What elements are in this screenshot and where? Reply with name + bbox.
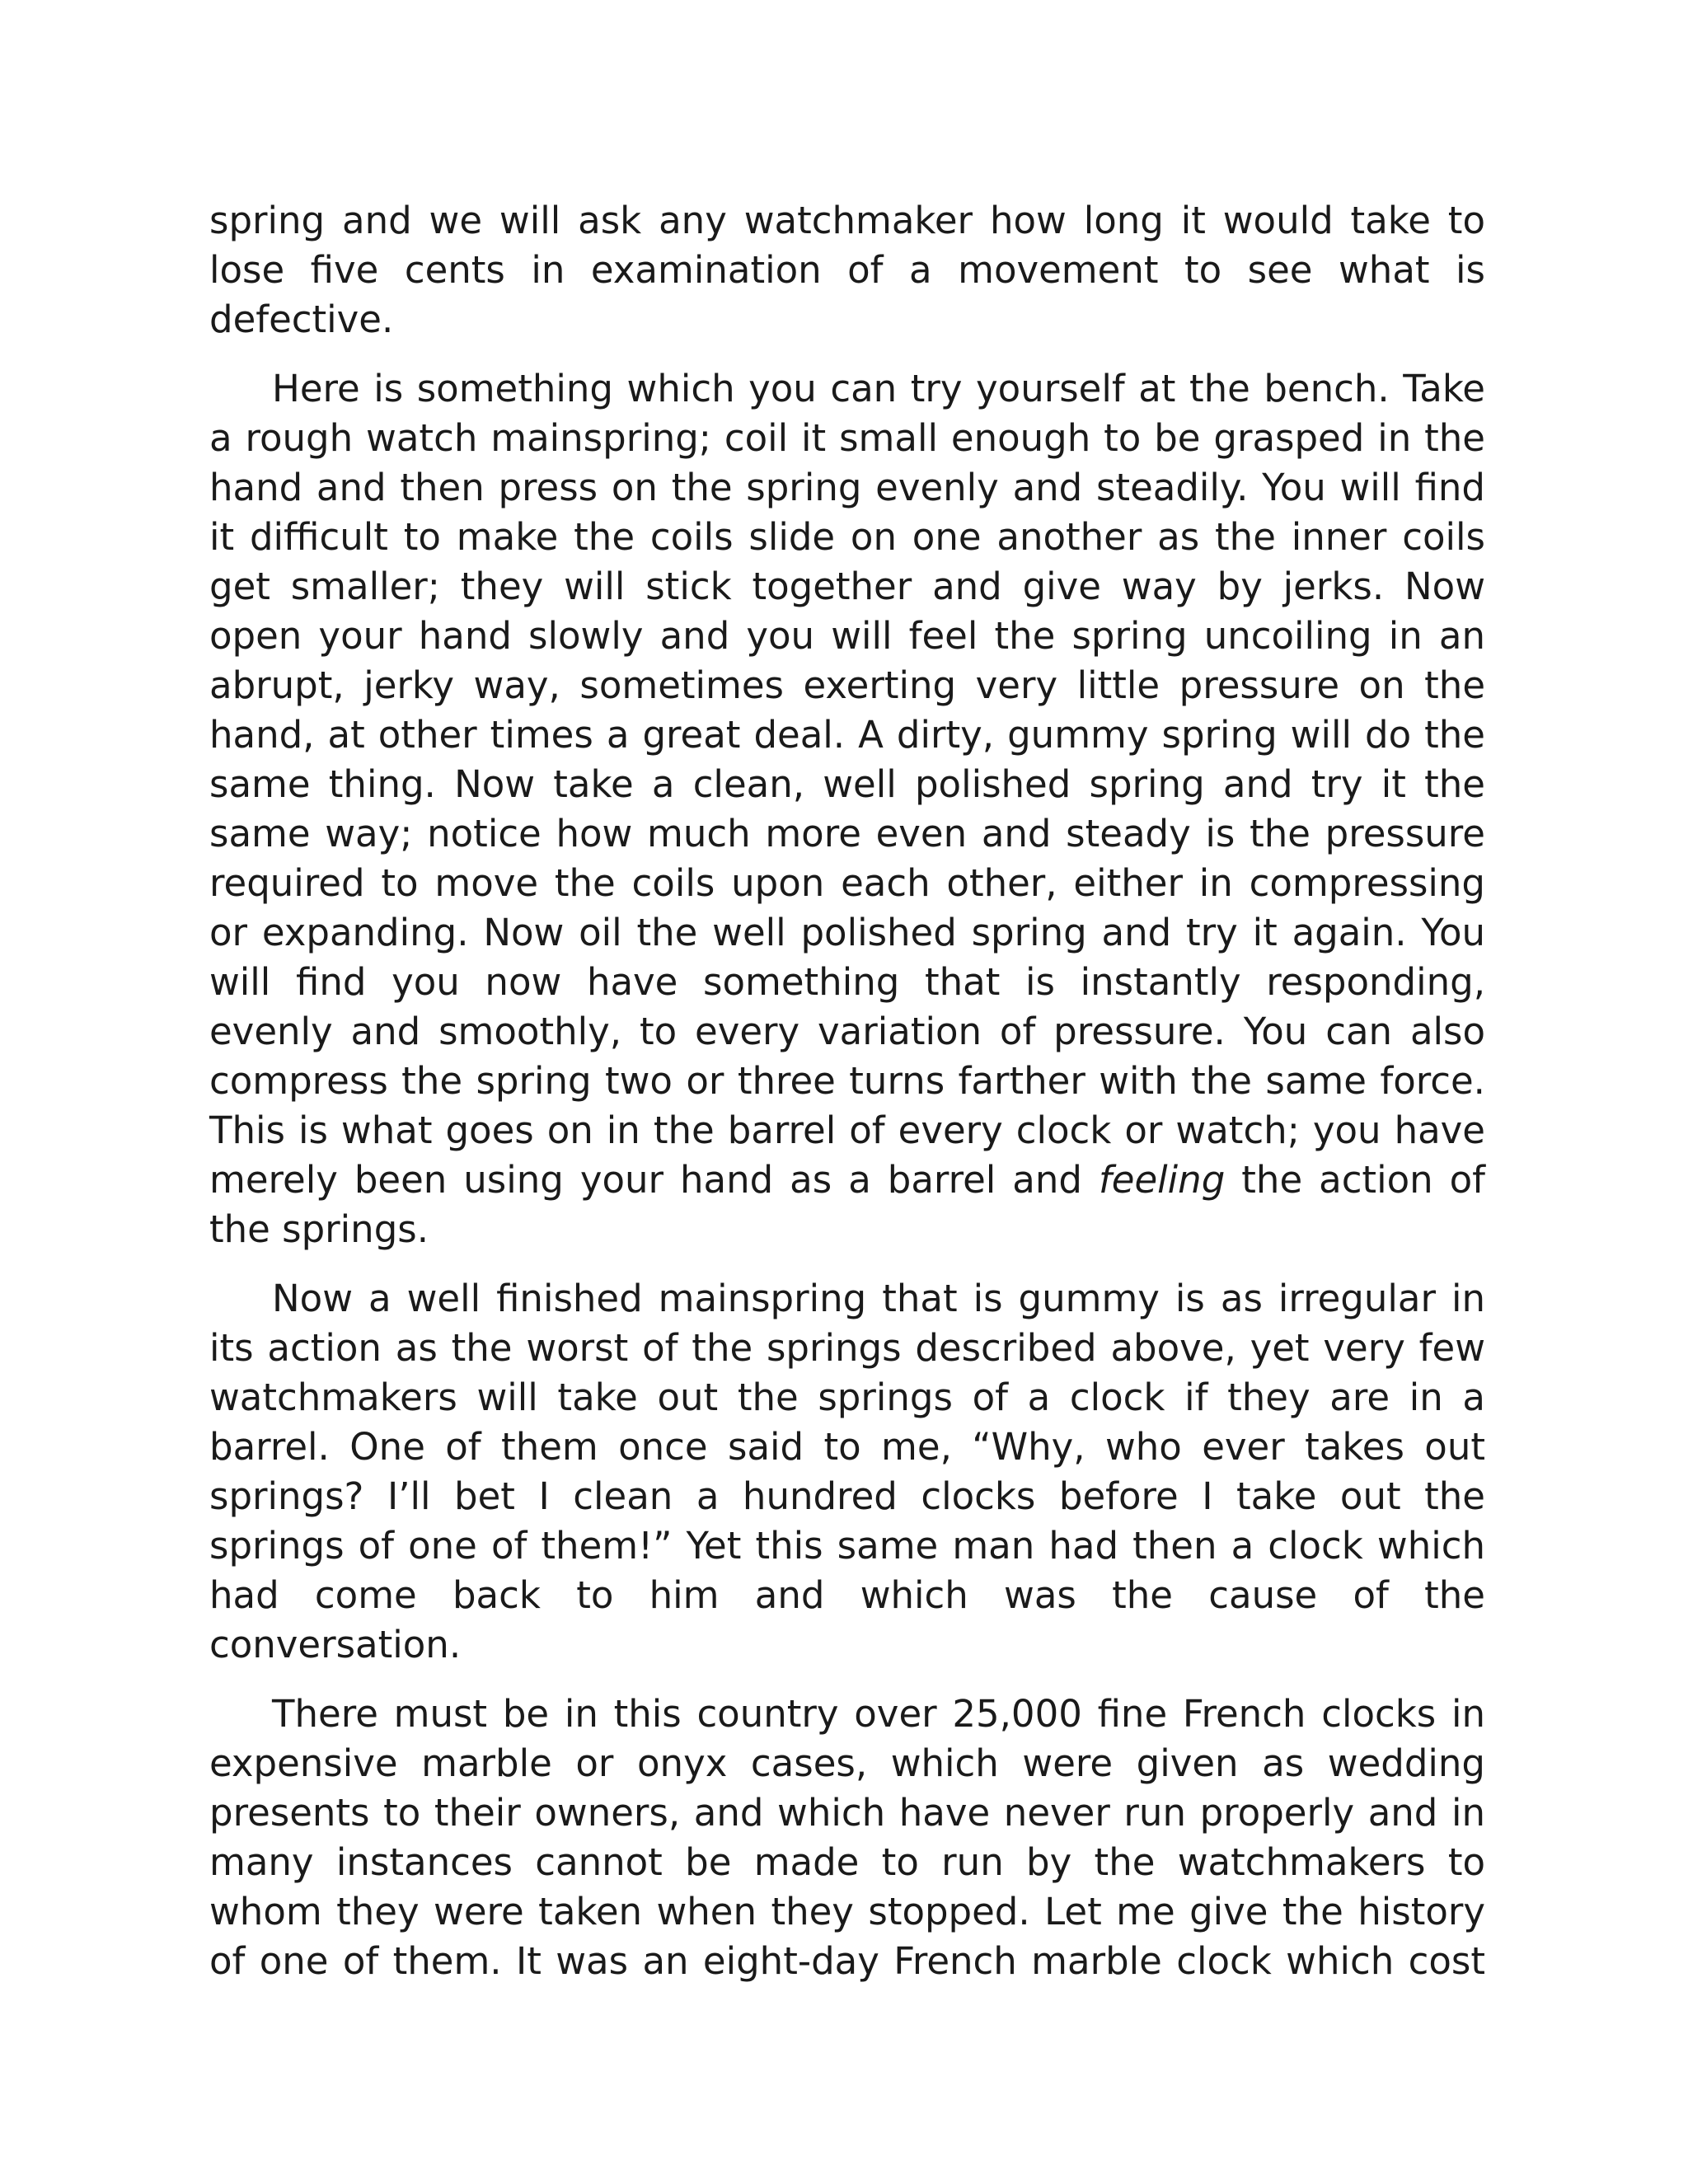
paragraph-text-before-emphasis: Here is something which you can try yourself at the bench. Take a rough watch mainspring; coil it small enough to be grasped in the hand and then press on the spring evenly and steadily. You will find it difficult to make the coils slide on one another as the inner coils get smaller; they will stick together and give way by jerks. Now open your hand slowly and you will feel the spring uncoiling in an abrupt, jerky way, sometimes exerting very little pressure on the hand, at other times a great deal. A dirty, gummy spring will do the same thing. Now take a clean, well polished spring and try it the same way; notice how much more even and steady is the pressure required to move the coils upon each other, either in compressing or expanding. Now oil the well polished spring and try it again. You will find you now have something that is instantly responding, evenly and smoothly, to every variation of pressure. You can also compress the spring two or three turns farther with the same force. This is what goes on in the barrel of every clock or watch; you have merely been using your hand as a barrel and xyxy=(209,367,1485,1202)
paragraph-french-clocks: There must be in this country over 25,000 fine French clocks in expensive marble or onyx cases, which were given as wedding presents to their owners, and which have never run properly and in many instances cannot be made to run by the watchmakers to whom they were taken when they stopped. Let me give the history of one of them. It was an eight-day French marble clock which cost xyxy=(209,1692,1485,1983)
emphasized-word: feeling xyxy=(1098,1158,1226,1202)
paragraph-gummy-mainspring: Now a well finished mainspring that is gummy is as irregular in its action as the worst of the springs described above, yet very few watchmakers will take out the springs of a clock if they are in a barrel. One of them once said to me, “Why, who ever takes out springs? I’ll bet I clean a hundred clocks before I take out the springs of one of them!” Yet this same man had then a clock which had come back to him and which was the cause of the conversation. xyxy=(209,1277,1485,1666)
paragraph-mainspring-experiment xyxy=(209,364,1485,1254)
paragraph-text-after-emphasis: the action of the springs. xyxy=(209,1158,1485,1251)
paragraph-continuation: spring and we will ask any watchmaker how long it would take to lose five cents in examination of a movement to see what is defective. xyxy=(209,199,1485,341)
document-page xyxy=(209,196,1485,2006)
